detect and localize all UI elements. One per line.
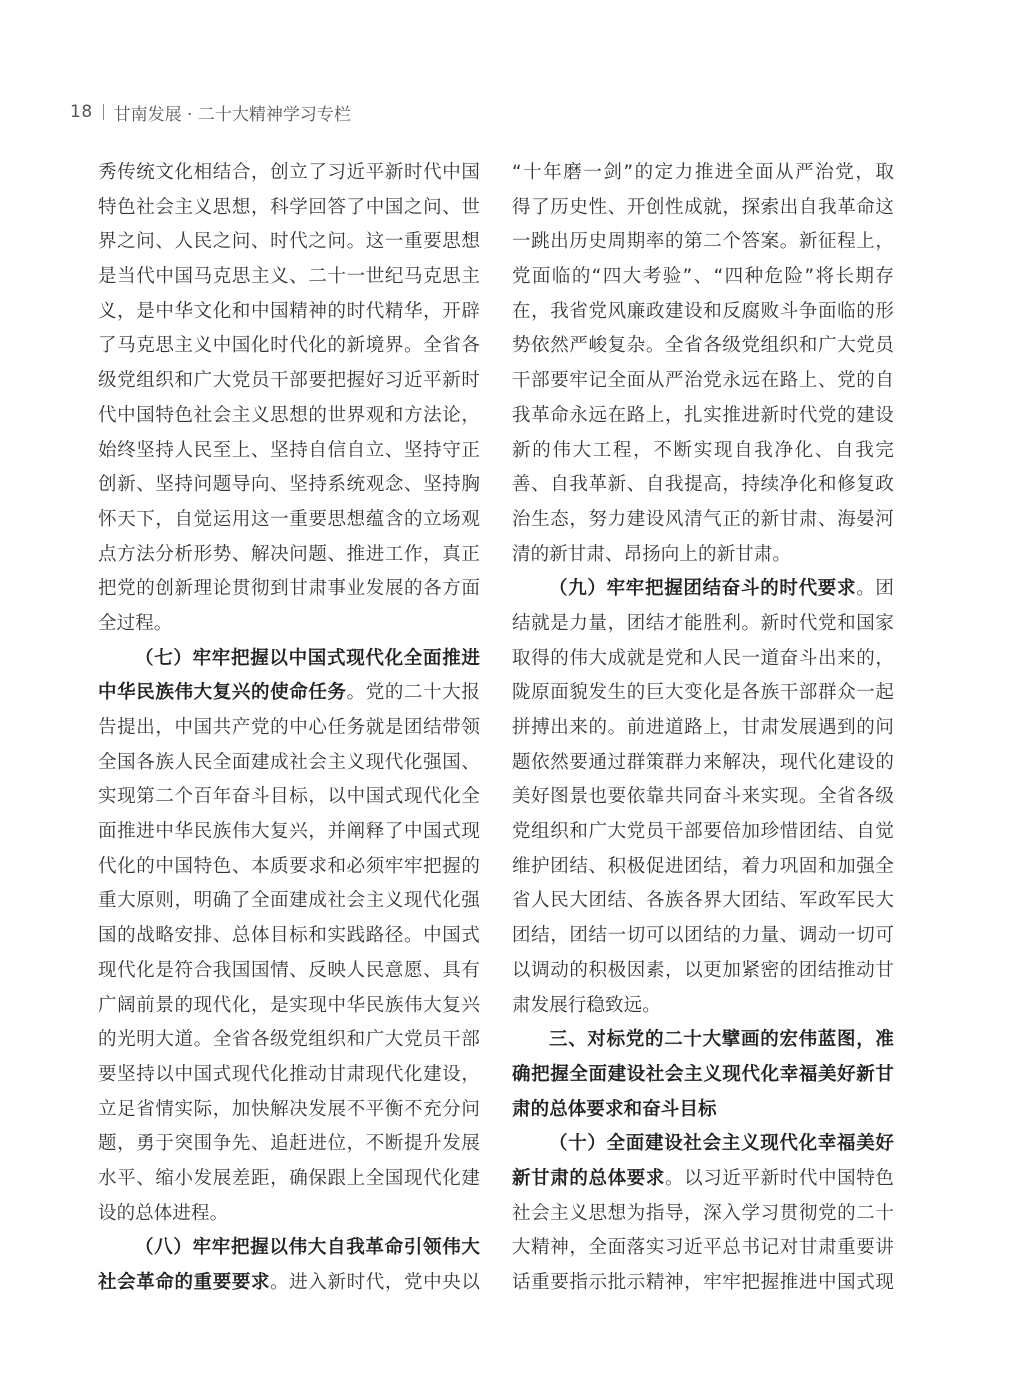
- body-text: 全过程。: [98, 612, 173, 634]
- right-text-column: [512, 156, 894, 1301]
- body-text: 拼搏出来的。前进道路上，甘肃发展遇到的问: [512, 717, 894, 738]
- body-text: 点方法分析形势、解决问题、推进工作，真正: [98, 543, 480, 565]
- text-line: [512, 746, 894, 781]
- body-text: 大精神，全面落实习近平总书记对甘肃重要讲: [512, 1237, 894, 1259]
- text-line: [98, 954, 480, 989]
- text-line: [98, 989, 480, 1024]
- text-line: [98, 225, 480, 260]
- bold-heading-text: 中华民族伟大复兴的使命任务: [98, 682, 347, 704]
- text-line: [512, 156, 894, 191]
- body-text: 要坚持以中国式现代化推动甘肃现代化建设，: [98, 1063, 480, 1085]
- page-number: 18: [70, 102, 93, 122]
- body-text: 国的战略安排、总体目标和实践路径。中国式: [98, 925, 480, 947]
- text-line: [98, 850, 480, 885]
- text-line: [98, 884, 480, 919]
- body-text: 设的总体进程。: [98, 1202, 229, 1224]
- body-text: “十年磨一剑”的定力推进全面从严治党，取: [512, 162, 894, 183]
- body-text: 广阔前景的现代化，是实现中华民族伟大复兴: [98, 994, 480, 1016]
- text-line: [98, 468, 480, 503]
- text-line: [98, 919, 480, 954]
- body-text: 我革命永远在路上，扎实推进新时代党的建设: [512, 404, 894, 426]
- text-line: [98, 572, 480, 607]
- text-line: [512, 884, 894, 919]
- text-line: [512, 295, 894, 330]
- body-text: 实现第二个百年奋斗目标，以中国式现代化全: [98, 786, 480, 808]
- text-line: [98, 1093, 480, 1128]
- text-line: [98, 1266, 480, 1301]
- body-text: 清的新甘肃、昂扬向上的新甘肃。: [512, 543, 792, 565]
- body-text: 党面临的“四大考验”、“四种危险”将长期存: [512, 266, 894, 288]
- text-line: [98, 1023, 480, 1058]
- text-line: [512, 468, 894, 503]
- body-text: 省人民大团结、各族各界大团结、军政军民大: [512, 890, 894, 912]
- bold-heading-text: 社会革命的重要要求: [98, 1272, 271, 1293]
- body-text: 团结，团结一切可以团结的力量、调动一切可: [512, 925, 894, 947]
- text-line: [98, 295, 480, 330]
- text-line: [512, 676, 894, 711]
- body-text: 创新、坚持问题导向、坚持系统观念、坚持胸: [98, 474, 480, 496]
- text-line: [512, 1023, 894, 1058]
- body-text: 善、自我革新、自我提高，持续净化和修复政: [512, 474, 894, 496]
- text-line: [98, 538, 480, 573]
- body-text: 怀天下，自觉运用这一重要思想蕴含的立场观: [98, 508, 480, 530]
- bold-heading-text: （七）牢牢把握以中国式现代化全面推进: [135, 647, 480, 669]
- text-line: [512, 954, 894, 989]
- body-text: 社会主义思想为指导，深入学习贯彻党的二十: [512, 1202, 894, 1224]
- text-line: [512, 538, 894, 573]
- text-line: [512, 225, 894, 260]
- text-line: [512, 503, 894, 538]
- body-text: 势依然严峻复杂。全省各级党组织和广大党员: [512, 335, 894, 357]
- running-header: [70, 100, 351, 124]
- body-text: 一跳出历史周期率的第二个答案。新征程上，: [512, 231, 894, 253]
- body-text: 干部要牢记全面从严治党永远在路上、党的自: [512, 370, 894, 392]
- text-line: [98, 642, 480, 677]
- bold-heading-text: （八）牢牢把握以伟大自我革命引领伟大: [135, 1237, 480, 1259]
- body-text: 治生态，努力建设风清气正的新甘肃、海晏河: [512, 508, 894, 530]
- body-text: 。党的二十大报: [346, 682, 480, 704]
- text-line: [98, 815, 480, 850]
- text-line: [512, 780, 894, 815]
- text-line: [98, 399, 480, 434]
- text-line: [98, 1231, 480, 1266]
- text-line: [512, 1093, 894, 1128]
- text-line: [512, 260, 894, 295]
- text-line: [98, 1162, 480, 1197]
- text-line: [98, 1197, 480, 1232]
- body-text: 义，是中华文化和中国精神的时代精华，开辟: [98, 300, 480, 322]
- bold-heading-text: （十）全面建设社会主义现代化幸福美好: [549, 1133, 894, 1155]
- text-line: [512, 1058, 894, 1093]
- body-text: 了马克思主义中国化时代化的新境界。全省各: [98, 335, 480, 357]
- text-line: [512, 1127, 894, 1162]
- text-line: [98, 1058, 480, 1093]
- body-text: 把党的创新理论贯彻到甘肃事业发展的各方面: [98, 578, 480, 600]
- text-line: [98, 1127, 480, 1162]
- body-text: 界之问、人民之问、时代之问。这一重要思想: [98, 231, 480, 253]
- text-line: [512, 919, 894, 954]
- body-text: 秀传统文化相结合，创立了习近平新时代中国: [98, 162, 480, 183]
- bold-heading-text: 确把握全面建设社会主义现代化幸福美好新甘: [512, 1063, 894, 1085]
- body-text: 维护团结、积极促进团结，着力巩固和加强全: [512, 855, 894, 877]
- text-line: [98, 746, 480, 781]
- body-text: 全国各族人民全面建成社会主义现代化强国、: [98, 751, 480, 773]
- text-line: [98, 676, 480, 711]
- text-line: [512, 1197, 894, 1232]
- body-text: 新的伟大工程，不断实现自我净化、自我完: [512, 439, 894, 461]
- text-line: [98, 156, 480, 191]
- header-divider: [103, 104, 104, 120]
- text-line: [98, 607, 480, 642]
- body-text: 得了历史性、开创性成就，探索出自我革命这: [512, 196, 894, 218]
- text-line: [512, 642, 894, 677]
- text-line: [512, 364, 894, 399]
- text-line: [98, 191, 480, 226]
- bold-heading-text: 新甘肃的总体要求: [512, 1167, 666, 1189]
- body-text: 水平、缩小发展差距，确保跟上全国现代化建: [98, 1167, 480, 1189]
- body-text: 美好图景也要依靠共同奋斗来实现。全省各级: [512, 786, 894, 808]
- body-text: 取得的伟大成就是党和人民一道奋斗出来的，: [512, 647, 894, 669]
- text-line: [98, 711, 480, 746]
- body-text: 特色社会主义思想，科学回答了中国之问、世: [98, 196, 480, 218]
- text-line: [98, 329, 480, 364]
- text-line: [98, 364, 480, 399]
- body-text: 是当代中国马克思主义、二十一世纪马克思主: [98, 266, 480, 288]
- text-line: [98, 503, 480, 538]
- text-line: [512, 989, 894, 1024]
- text-line: [98, 434, 480, 469]
- body-text: 告提出，中国共产党的中心任务就是团结带领: [98, 717, 480, 738]
- body-text: 党组织和广大党员干部要倍加珍惜团结、自觉: [512, 821, 894, 843]
- body-text: 。团: [856, 578, 894, 600]
- left-text-column: [98, 156, 480, 1301]
- text-line: [512, 815, 894, 850]
- text-line: [512, 1162, 894, 1197]
- text-line: [98, 260, 480, 295]
- text-line: [512, 850, 894, 885]
- text-line: [512, 329, 894, 364]
- body-text: 以调动的积极因素，以更加紧密的团结推动甘: [512, 959, 894, 981]
- text-line: [512, 1266, 894, 1301]
- body-text: 重大原则，明确了全面建成社会主义现代化强: [98, 890, 480, 912]
- body-text: 。进入新时代，党中央以: [270, 1272, 480, 1293]
- publication-title: 甘南发展 · 二十大精神学习专栏: [113, 104, 351, 125]
- body-text: 面推进中华民族伟大复兴，并阐释了中国式现: [98, 821, 480, 843]
- bold-heading-text: （九）牢牢把握团结奋斗的时代要求: [549, 578, 857, 600]
- body-text: 始终坚持人民至上、坚持自信自立、坚持守正: [98, 439, 480, 461]
- body-text: 立足省情实际，加快解决发展不平衡不充分问: [98, 1098, 480, 1120]
- text-line: [512, 572, 894, 607]
- body-text: 肃发展行稳致远。: [512, 994, 661, 1016]
- body-text: 结就是力量，团结才能胜利。新时代党和国家: [512, 612, 894, 634]
- text-line: [512, 399, 894, 434]
- text-line: [512, 191, 894, 226]
- text-line: [512, 711, 894, 746]
- body-text: 在，我省党风廉政建设和反腐败斗争面临的形: [512, 300, 894, 322]
- bold-heading-text: 肃的总体要求和奋斗目标: [512, 1098, 717, 1120]
- body-text: 现代化是符合我国国情、反映人民意愿、具有: [98, 959, 480, 981]
- text-line: [512, 1231, 894, 1266]
- text-line: [512, 607, 894, 642]
- body-text: 话重要指示批示精神，牢牢把握推进中国式现: [512, 1272, 894, 1293]
- body-text: 代中国特色社会主义思想的世界观和方法论，: [98, 404, 480, 426]
- body-text: 的光明大道。全省各级党组织和广大党员干部: [98, 1029, 480, 1051]
- body-text: 题，勇于突围争先、追赶进位，不断提升发展: [98, 1133, 480, 1155]
- text-line: [98, 780, 480, 815]
- body-text: 级党组织和广大党员干部要把握好习近平新时: [98, 370, 480, 392]
- body-text: 。以习近平新时代中国特色: [665, 1167, 894, 1189]
- body-text: 陇原面貌发生的巨大变化是各族干部群众一起: [512, 682, 894, 704]
- body-text: 代化的中国特色、本质要求和必须牢牢把握的: [98, 855, 480, 877]
- text-line: [512, 434, 894, 469]
- body-text: 题依然要通过群策群力来解决，现代化建设的: [512, 751, 894, 773]
- bold-heading-text: 三、对标党的二十大擘画的宏伟蓝图，准: [549, 1029, 894, 1051]
